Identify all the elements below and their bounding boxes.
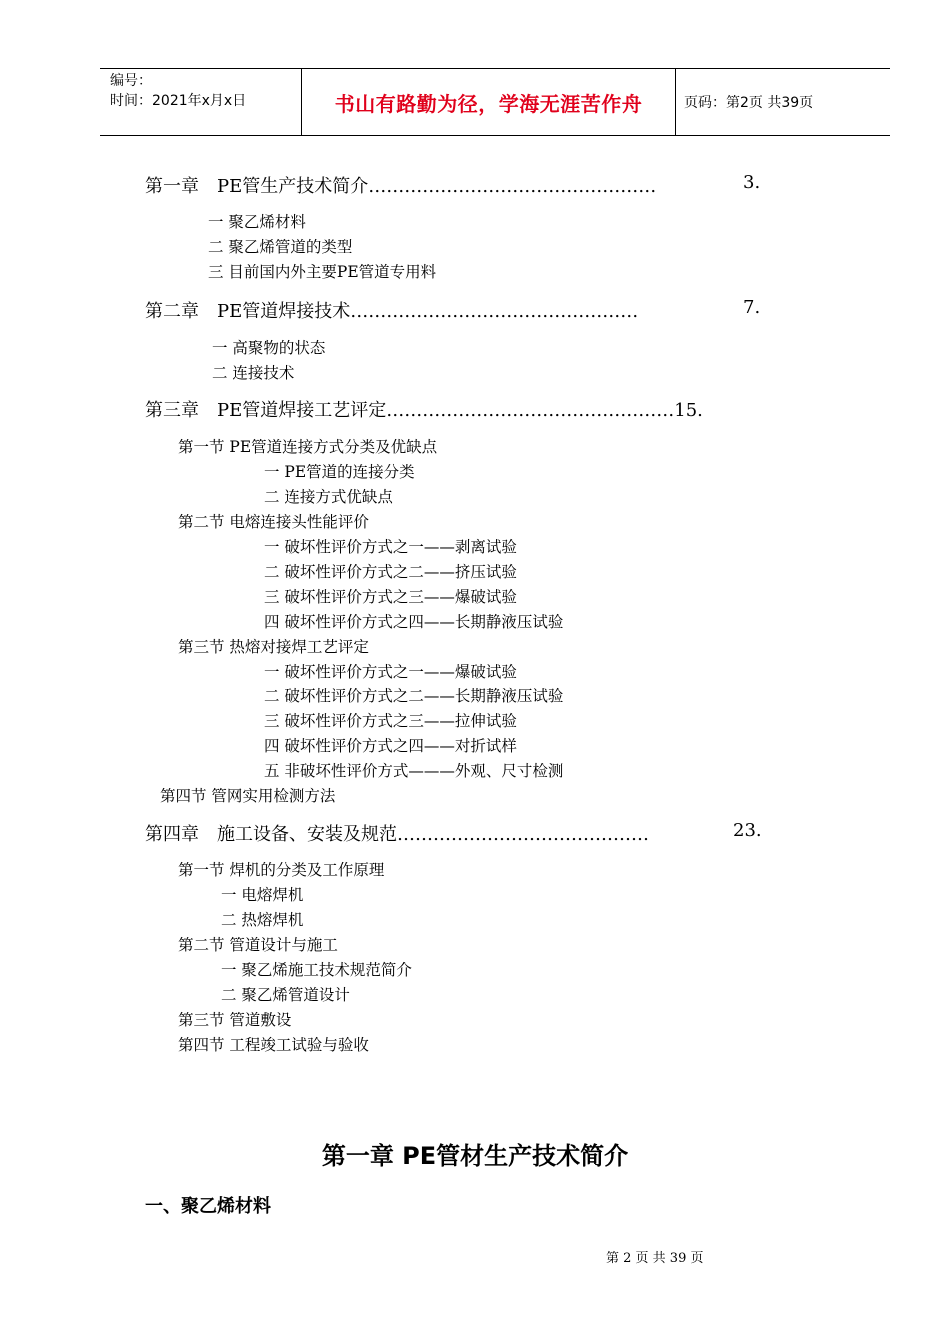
toc-chapter-1-page: 3. <box>743 172 761 193</box>
toc-item[interactable]: 三 破坏性评价方式之三——拉伸试验 <box>264 712 517 730</box>
section-heading: 一、聚乙烯材料 <box>145 1196 271 1217</box>
toc-item[interactable]: 一 破坏性评价方式之一——剥离试验 <box>264 538 517 556</box>
toc-item[interactable]: 三 破坏性评价方式之三——爆破试验 <box>264 588 517 606</box>
toc-item[interactable]: 一 高聚物的状态 <box>212 339 326 357</box>
toc-item[interactable]: 二 连接技术 <box>212 364 295 382</box>
toc-item[interactable]: 二 聚乙烯管道的类型 <box>208 238 353 256</box>
page-footer: 第 2 页 共 39 页 <box>606 1251 704 1266</box>
toc-item[interactable]: 二 破坏性评价方式之二——长期静液压试验 <box>264 687 564 705</box>
toc-item[interactable]: 一 聚乙烯材料 <box>208 213 306 231</box>
toc-item[interactable]: 一 PE管道的连接分类 <box>264 463 415 481</box>
toc-section[interactable]: 第二节 电熔连接头性能评价 <box>178 513 369 531</box>
header-number-label: 编号： <box>110 73 152 89</box>
toc-section[interactable]: 第二节 管道设计与施工 <box>178 936 338 954</box>
page-header <box>100 68 890 136</box>
header-time-label: 时间：2021年x月x日 <box>110 93 247 109</box>
toc-chapter-1[interactable] <box>145 172 656 198</box>
toc-item[interactable]: 四 破坏性评价方式之四——长期静液压试验 <box>264 613 564 631</box>
toc-chapter-2-page: 7. <box>743 297 761 318</box>
chapter-heading: 第一章 PE管材生产技术简介 <box>321 1142 629 1170</box>
header-page-info: 页码：第2页 共39页 <box>684 95 814 111</box>
toc-item[interactable]: 一 聚乙烯施工技术规范简介 <box>221 961 412 979</box>
toc-item[interactable]: 二 破坏性评价方式之二——挤压试验 <box>264 563 517 581</box>
toc-item[interactable]: 四 破坏性评价方式之四——对折试样 <box>264 737 517 755</box>
toc-chapter-4[interactable] <box>145 820 649 846</box>
toc-chapter-2-title: 第二章 PE管道焊接技术………………………………………… <box>145 301 639 322</box>
toc-chapter-4-title: 第四章 施工设备、安装及规范…………………………………… <box>145 824 649 845</box>
toc-section[interactable]: 第一节 焊机的分类及工作原理 <box>178 861 385 879</box>
toc-item[interactable]: 五 非破坏性评价方式———外观、尺寸检测 <box>264 762 564 780</box>
toc-item[interactable]: 二 聚乙烯管道设计 <box>221 986 350 1004</box>
toc-section[interactable]: 第四节 管网实用检测方法 <box>160 787 336 805</box>
toc-section[interactable]: 第一节 PE管道连接方式分类及优缺点 <box>178 438 438 456</box>
toc-item[interactable]: 二 连接方式优缺点 <box>264 488 393 506</box>
toc-item[interactable]: 一 电熔焊机 <box>221 886 304 904</box>
toc-chapter-1-title: 第一章 PE管生产技术简介………………………………………… <box>145 176 657 197</box>
toc-chapter-3[interactable]: 第三章 PE管道焊接工艺评定…………………………………………15. <box>145 400 703 421</box>
toc-section[interactable]: 第三节 热熔对接焊工艺评定 <box>178 638 369 656</box>
toc-item[interactable]: 二 热熔焊机 <box>221 911 304 929</box>
header-motto: 书山有路勤为径，学海无涯苦作舟 <box>302 69 676 135</box>
toc-section[interactable]: 第四节 工程竣工试验与验收 <box>178 1036 369 1054</box>
header-meta <box>100 69 302 135</box>
toc-section[interactable]: 第三节 管道敷设 <box>178 1011 292 1029</box>
toc-item[interactable]: 一 破坏性评价方式之一——爆破试验 <box>264 663 517 681</box>
toc-item[interactable]: 三 目前国内外主要PE管道专用料 <box>208 263 437 281</box>
toc-chapter-4-page: 23. <box>733 820 762 841</box>
toc-chapter-2[interactable] <box>145 297 638 323</box>
